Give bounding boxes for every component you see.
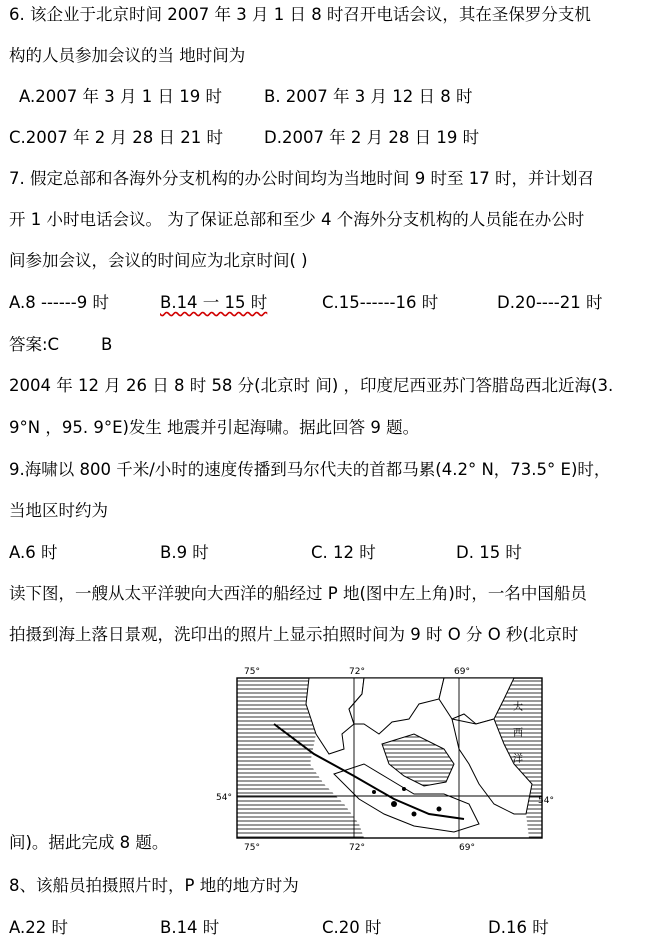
intro-ship-line2: 拍摄到海上落日景观，洗印出的照片上显示拍照时间为 9 时 O 分 O 秒(北京时 xyxy=(9,625,579,644)
intro-ship-line1: 读下图，一艘从太平洋驶向大西洋的船经过 P 地(图中左上角)时，一名中国船员 xyxy=(9,584,587,603)
lon-top-69: 69° xyxy=(454,667,470,677)
ocean-char-3: 洋 xyxy=(513,754,523,765)
small-island xyxy=(412,812,417,817)
q7-stem-line3: 间参加会议，会议的时间应为北京时间( ) xyxy=(9,251,308,270)
q7-answer: 答案:C B xyxy=(9,335,113,354)
q6-option-d: D.2007 年 2 月 28 日 19 时 xyxy=(264,128,480,147)
q8-option-d: D.16 时 xyxy=(488,918,549,937)
strait-map xyxy=(214,664,564,856)
q7-option-d: D.20----21 时 xyxy=(497,293,603,312)
q7-stem-line1: 7. 假定总部和各海外分支机构的办公时间均为当地时间 9 时至 17 时，并计划召 xyxy=(9,169,594,188)
q9-stem-line2: 当地区时约为 xyxy=(9,501,108,520)
ocean-char-2: 西 xyxy=(513,728,523,739)
q8-option-a: A.22 时 xyxy=(9,918,68,937)
q9-option-b: B.9 时 xyxy=(160,543,209,562)
lat-left-54: 54° xyxy=(216,793,232,803)
q6-stem-line1: 6. 该企业于北京时间 2007 年 3 月 1 日 8 时召开电话会议，其在圣保罗分支机 xyxy=(9,5,591,24)
q7-stem-line2: 开 1 小时电话会议。 为了保证总部和至少 4 个海外分支机构的人员能在办公时 xyxy=(9,210,585,229)
q7-option-c: C.15------16 时 xyxy=(322,293,439,312)
lon-top-72: 72° xyxy=(349,667,365,677)
q9-option-d: D. 15 时 xyxy=(456,543,522,562)
q8-stem: 8、该船员拍摄照片时，P 地的地方时为 xyxy=(9,876,299,895)
q7-option-b: B.14 一 15 时 xyxy=(160,293,268,312)
q6-stem-line2: 构的人员参加会议的当 地时间为 xyxy=(9,46,246,65)
lon-top-75: 75° xyxy=(244,667,260,677)
small-island xyxy=(391,801,397,807)
ocean-char-1: 大 xyxy=(513,702,523,713)
q8-option-b: B.14 时 xyxy=(160,918,220,937)
lon-bottom-69: 69° xyxy=(459,843,475,853)
q9-stem-line1: 9.海啸以 800 千米/小时的速度传播到马尔代夫的首都马累(4.2° N，73.5° E)时， xyxy=(9,460,611,479)
lat-right-54: 54° xyxy=(538,796,554,806)
intro-ship-line3: 间)。据此完成 8 题。 xyxy=(9,833,169,852)
q9-option-c: C. 12 时 xyxy=(311,543,376,562)
q6-option-c: C.2007 年 2 月 28 日 21 时 xyxy=(9,128,223,147)
small-island xyxy=(372,790,376,794)
intro-2004-line2: 9°N ，95. 9°E)发生 地震并引起海啸。据此回答 9 题。 xyxy=(9,418,420,437)
intro-2004-line1: 2004 年 12 月 26 日 8 时 58 分(北京时 间) ，印度尼西亚苏门答腊岛西北近海(3. xyxy=(9,376,614,395)
lon-bottom-75: 75° xyxy=(244,843,260,853)
lon-bottom-72: 72° xyxy=(349,843,365,853)
q9-option-a: A.6 时 xyxy=(9,543,58,562)
q7-option-a: A.8 ------9 时 xyxy=(9,293,109,312)
small-island xyxy=(402,787,406,791)
q6-option-a: A.2007 年 3 月 1 日 19 时 xyxy=(19,87,222,106)
small-island xyxy=(437,807,442,812)
q8-option-c: C.20 时 xyxy=(322,918,382,937)
q6-option-b: B. 2007 年 3 月 12 日 8 时 xyxy=(264,87,473,106)
